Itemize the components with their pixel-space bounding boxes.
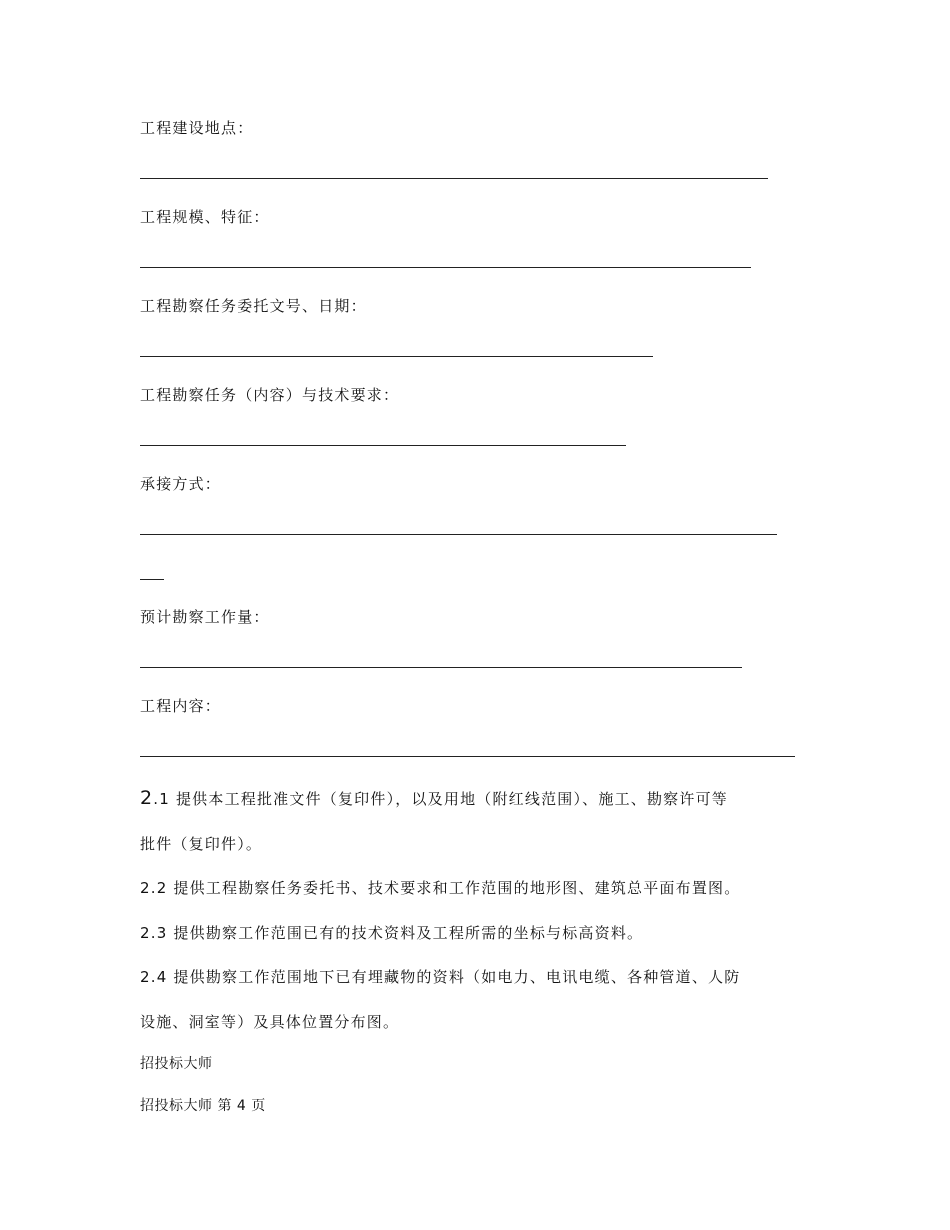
- blank-line-workload: [140, 667, 742, 668]
- field-label-contract-mode: 承接方式：: [140, 475, 222, 493]
- item-2-4: 2.4 提供勘察工作范围地下已有埋藏物的资料（如电力、电讯电缆、各种管道、人防: [140, 968, 741, 986]
- blank-line-location: [140, 178, 768, 179]
- field-label-scale: 工程规模、特征：: [140, 208, 270, 226]
- blank-line-commission: [140, 356, 653, 357]
- blank-line-scale: [140, 267, 751, 268]
- field-label-content: 工程内容：: [140, 697, 222, 715]
- field-label-task: 工程勘察任务（内容）与技术要求：: [140, 386, 400, 404]
- footer-publisher: 招投标大师: [140, 1056, 213, 1072]
- blank-line-contract-mode-continued: [140, 579, 164, 580]
- item-2-4-continuation: 设施、洞室等）及具体位置分布图。: [140, 1013, 400, 1031]
- item-2-1: [140, 788, 728, 809]
- blank-line-contract-mode: [140, 534, 777, 535]
- item-2-2: 2.2 提供工程勘察任务委托书、技术要求和工作范围的地形图、建筑总平面布置图。: [140, 879, 741, 897]
- field-label-commission: 工程勘察任务委托文号、日期：: [140, 297, 367, 315]
- field-label-location: 工程建设地点：: [140, 119, 254, 137]
- blank-line-content: [140, 756, 795, 757]
- field-label-workload: 预计勘察工作量：: [140, 608, 270, 626]
- item-2-1-number: 2: [140, 787, 154, 809]
- blank-line-task: [140, 445, 626, 446]
- footer-page-number: 招投标大师 第 4 页: [140, 1098, 266, 1114]
- item-2-1-continuation: 批件（复印件）。: [140, 835, 263, 853]
- item-2-3: 2.3 提供勘察工作范围已有的技术资料及工程所需的坐标与标高资料。: [140, 924, 644, 942]
- item-2-1-text: .1 提供本工程批准文件（复印件），以及用地（附红线范围）、施工、勘察许可等: [153, 790, 728, 808]
